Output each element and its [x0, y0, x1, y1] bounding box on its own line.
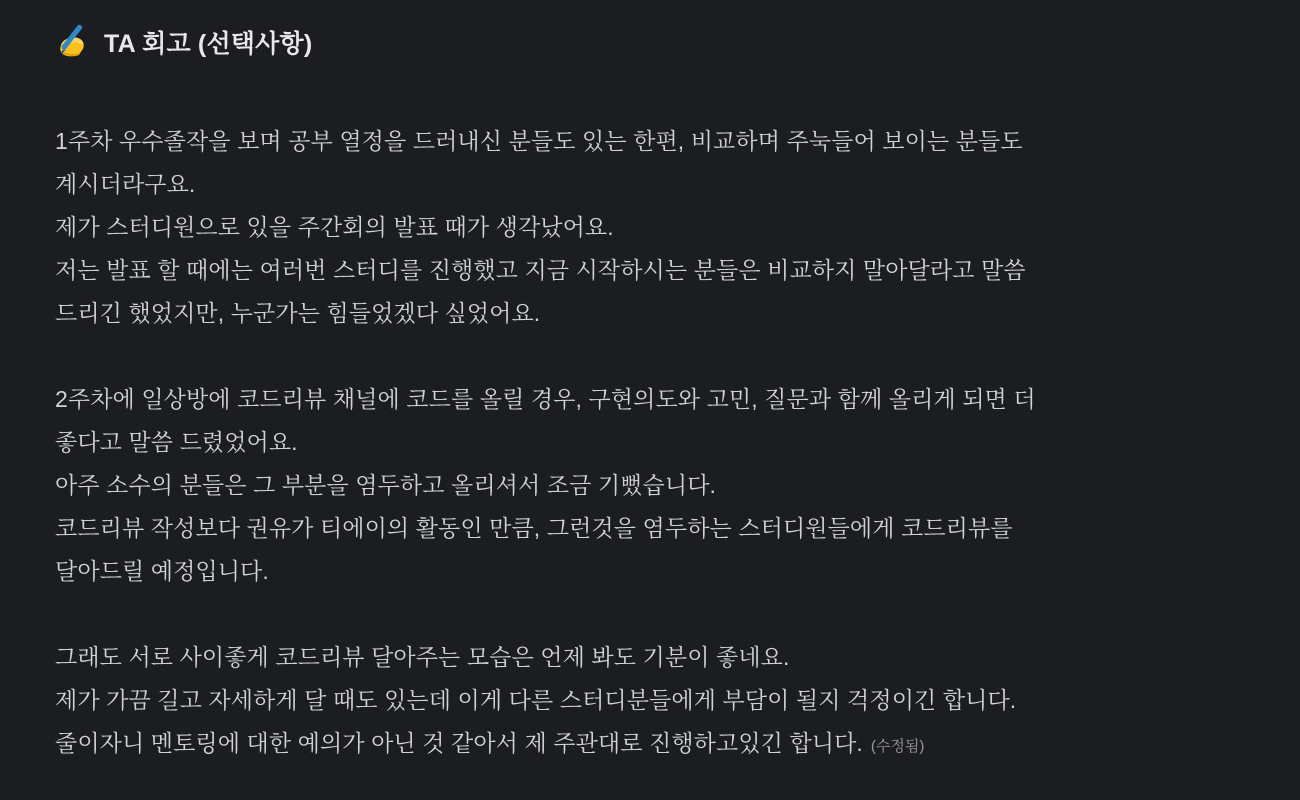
message-line — [55, 249, 1285, 292]
message-line-text: 제가 스터디원으로 있을 주간회의 발표 때가 생각났어요. — [55, 214, 614, 240]
message-line — [55, 120, 1285, 163]
message-line-text: 드리긴 했었지만, 누군가는 힘들었겠다 싶었어요. — [55, 300, 541, 326]
message-line — [55, 636, 1285, 679]
message-line — [55, 464, 1285, 507]
message-line — [55, 722, 1285, 765]
message-line-text: 좋다고 말씀 드렸었어요. — [55, 429, 298, 455]
message-line-text: 아주 소수의 분들은 그 부분을 염두하고 올리셔서 조금 기뻤습니다. — [55, 472, 716, 498]
message-line — [55, 206, 1285, 249]
writing-hand-emoji — [55, 24, 91, 60]
message-line-text: 코드리뷰 작성보다 권유가 티에이의 활동인 만큼, 그런것을 염두하는 스터디원들에게 코드리뷰를 — [55, 515, 1013, 541]
message-line — [55, 163, 1285, 206]
message-paragraph — [55, 378, 1285, 593]
message-line-text: 계시더라구요. — [55, 171, 196, 197]
message-line — [55, 507, 1285, 550]
message-line — [55, 378, 1285, 421]
message-line-text: 제가 가끔 길고 자세하게 달 때도 있는데 이게 다른 스터디분들에게 부담이 될지 걱정이긴 합니다. — [55, 687, 1017, 713]
message-paragraph — [55, 120, 1285, 335]
message-line-text: 저는 발표 할 때에는 여러번 스터디를 진행했고 지금 시작하시는 분들은 비교하지 말아달라고 말씀 — [55, 257, 1026, 283]
edited-badge: (수정됨) — [870, 738, 925, 755]
message-line-text: 1주차 우수졸작을 보며 공부 열정을 드러내신 분들도 있는 한편, 비교하며 주눅들어 보이는 분들도 — [55, 128, 1023, 154]
message-line-text: 그래도 서로 사이좋게 코드리뷰 달아주는 모습은 언제 봐도 기분이 좋네요. — [55, 644, 790, 670]
message-paragraph — [55, 636, 1285, 765]
chat-message — [55, 20, 1270, 756]
message-line — [55, 421, 1285, 464]
message-header — [55, 20, 1270, 64]
message-line-text: 줄이자니 멘토링에 대한 예의가 아닌 것 같아서 제 주관대로 진행하고있긴 합니다. — [55, 730, 863, 756]
message-body — [55, 120, 1285, 765]
message-line — [55, 679, 1285, 722]
message-line — [55, 292, 1285, 335]
message-title: TA 회고 (선택사항) — [104, 30, 313, 58]
message-line-text: 2주차에 일상방에 코드리뷰 채널에 코드를 올릴 경우, 구현의도와 고민, 질문과 함께 올리게 되면 더 — [55, 386, 1036, 412]
message-line — [55, 550, 1285, 593]
message-line-text: 달아드릴 예정입니다. — [55, 558, 269, 584]
